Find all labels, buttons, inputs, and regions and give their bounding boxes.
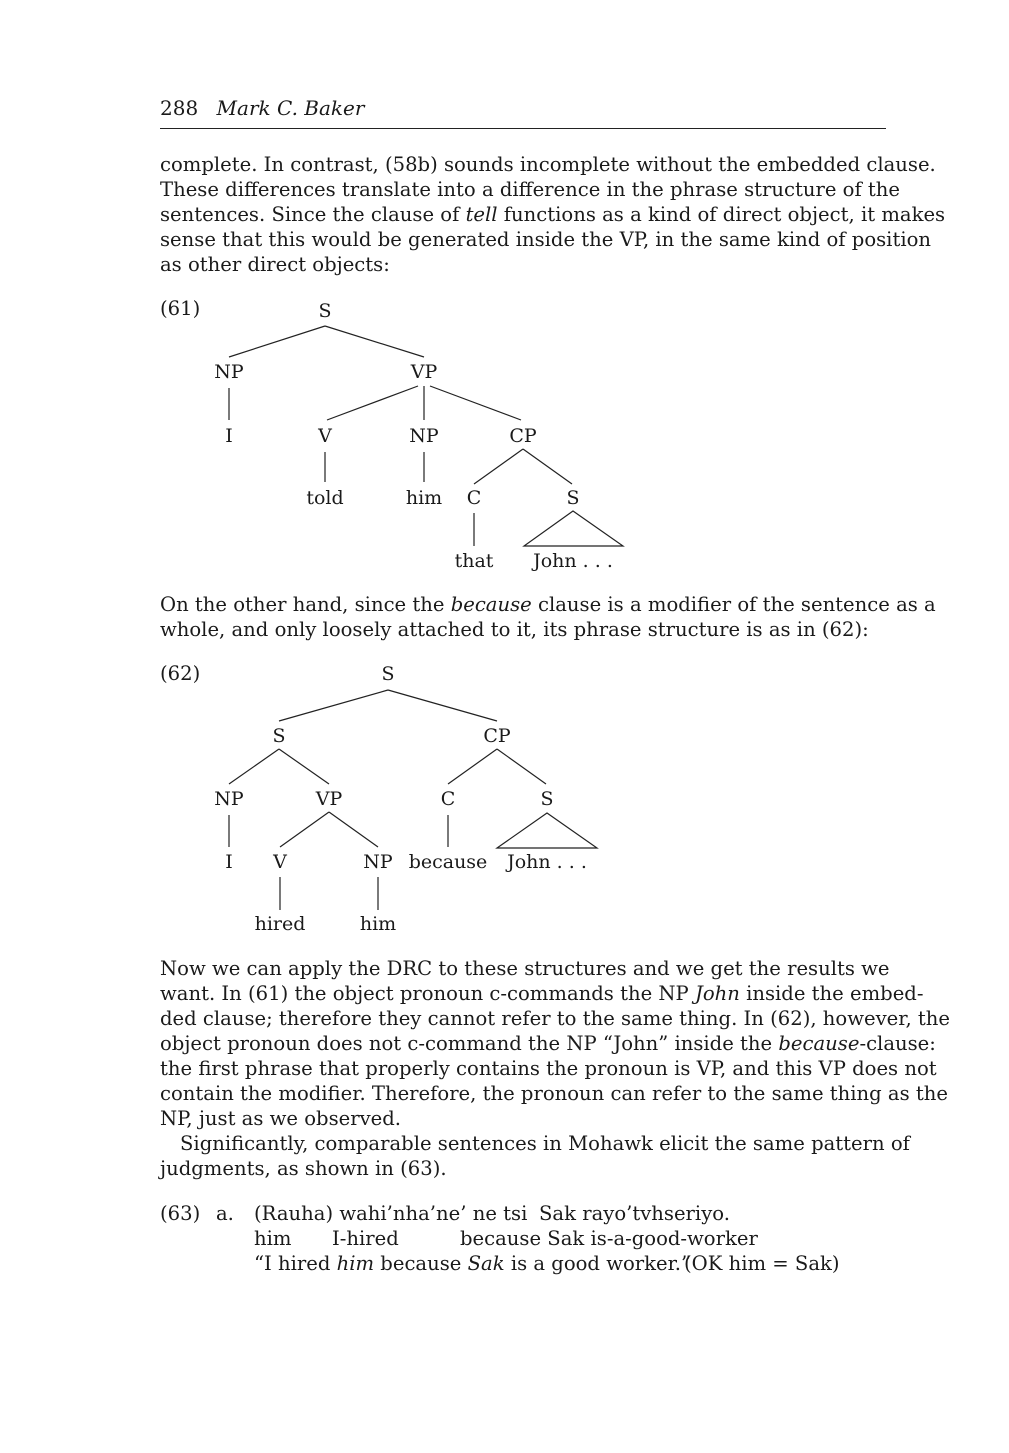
node-S: S — [566, 487, 580, 509]
text-line: whole, and only loosely attached to it, its phrase structure is as in (62): — [160, 618, 869, 641]
node-S: S — [381, 663, 395, 685]
node-V: V — [318, 425, 332, 447]
text-line: object pronoun does not c-command the NP “John” inside the because-clause: — [160, 1032, 936, 1055]
text-line: sentences. Since the clause of tell functions as a kind of direct object, it makes — [160, 203, 946, 226]
gloss-him: him — [254, 1227, 292, 1250]
text-line: Now we can apply the DRC to these structures and we get the results we — [160, 957, 890, 980]
node-CP: CP — [483, 725, 511, 747]
branch — [448, 749, 497, 784]
branch — [279, 690, 388, 721]
branch — [329, 812, 378, 847]
branch — [497, 749, 546, 784]
branch — [279, 749, 329, 784]
node-NP: NP — [214, 788, 244, 810]
mohawk-line-1: (Rauha) wahi’nha’ne’ ne tsi — [254, 1202, 528, 1225]
text-line: the first phrase that properly contains the pronoun is VP, and this VP does not — [160, 1057, 937, 1080]
translation: “I hired him because Sak is a good worker.” — [254, 1252, 692, 1275]
judgment: (OK him = Sak) — [684, 1252, 840, 1275]
word-hired: hired — [254, 913, 306, 935]
text-line: Significantly, comparable sentences in Mohawk elicit the same pattern of — [180, 1132, 910, 1155]
triangle — [497, 813, 597, 848]
node-S: S — [272, 725, 286, 747]
node-S: S — [540, 788, 554, 810]
node-V: V — [273, 851, 287, 873]
example-number-62: (62) — [160, 662, 201, 685]
node-NP: NP — [214, 361, 244, 383]
author-name: Mark C. Baker — [216, 96, 365, 120]
text-line: complete. In contrast, (58b) sounds incomplete without the embedded clause. — [160, 153, 936, 176]
branch — [280, 812, 329, 847]
word-john: John . . . — [533, 550, 613, 572]
text-line: contain the modifier. Therefore, the pronoun can refer to the same thing as the — [160, 1082, 948, 1105]
text-line: want. In (61) the object pronoun c-commands the NP John inside the embed- — [160, 982, 924, 1005]
text-line: On the other hand, since the because clause is a modifier of the sentence as a — [160, 593, 936, 616]
node-NP: NP — [363, 851, 393, 873]
mohawk-line-2: Sak rayo’tvhseriyo. — [539, 1202, 730, 1225]
node-NP: NP — [409, 425, 439, 447]
word-that: that — [454, 550, 494, 572]
example-number-63: (63) — [160, 1202, 201, 1225]
node-C: C — [440, 788, 456, 810]
text-line: sense that this would be generated inside the VP, in the same kind of position — [160, 228, 932, 251]
paragraph-3 — [160, 956, 951, 1181]
gloss-because: because Sak is-a-good-worker — [460, 1227, 758, 1250]
word-john: John . . . — [507, 851, 587, 873]
branch — [388, 690, 497, 721]
gloss-ihired: I-hired — [332, 1227, 399, 1250]
branch — [229, 749, 279, 784]
text-line: as other direct objects: — [160, 253, 390, 276]
word-I: I — [225, 425, 233, 447]
example-letter: a. — [216, 1202, 234, 1225]
text-line: These differences translate into a difference in the phrase structure of the — [160, 178, 901, 201]
word-because: because — [408, 851, 488, 873]
page-number: 288 — [160, 96, 199, 120]
example-number-61: (61) — [160, 297, 201, 320]
word-told: told — [306, 487, 344, 509]
node-CP: CP — [509, 425, 537, 447]
node-VP: VP — [315, 788, 343, 810]
word-him: him — [359, 913, 397, 935]
text-line: judgments, as shown in (63). — [160, 1157, 447, 1180]
text-line: NP, just as we observed. — [160, 1107, 402, 1130]
word-I: I — [225, 851, 233, 873]
node-VP: VP — [410, 361, 438, 383]
text-line: ded clause; therefore they cannot refer to the same thing. In (62), however, the — [160, 1007, 951, 1030]
word-him: him — [405, 487, 443, 509]
node-C: C — [466, 487, 482, 509]
node-S: S — [318, 300, 332, 322]
